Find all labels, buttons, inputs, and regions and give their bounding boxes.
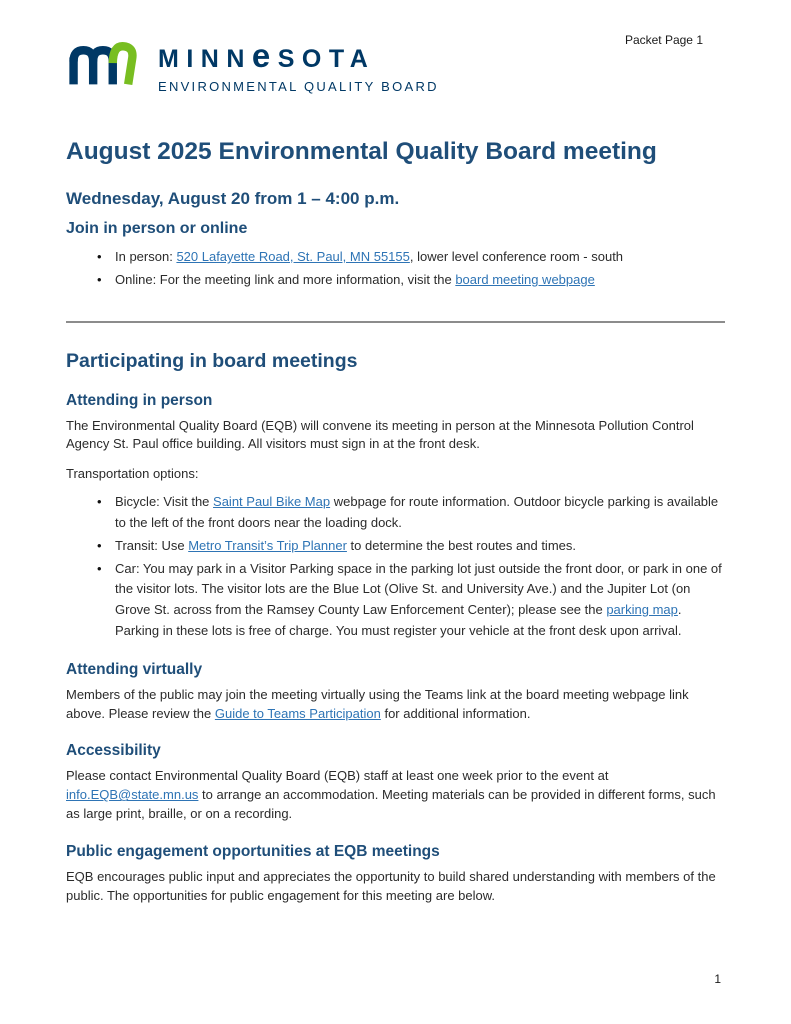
list-item: • Transit: Use Metro Transit’s Trip Planner to determine the best routes and times.	[115, 536, 725, 557]
page-title: August 2025 Environmental Quality Board meeting	[66, 138, 657, 165]
packet-page-label: Packet Page 1	[624, 33, 703, 47]
list-item: • Car: You may park in a Visitor Parking space in the parking lot just outside the front door, or park in one of the visitor lots. The visitor lots are the Blue Lot (Olive St. and University Ave.) and the Jupiter Lot (on Grove St. across from the Ramsey County Law Enforcement Center); please see the parking map. Parking in these lots is free of charge. You must register your vehicle at the front desk upon arrival.	[115, 559, 725, 642]
wordmark-e: e	[251, 37, 278, 74]
board-meeting-webpage-link[interactable]: board meeting webpage	[455, 271, 595, 287]
logo-wordmark	[158, 37, 439, 74]
eqb-email-link[interactable]: info.EQB@state.mn.us	[66, 787, 199, 803]
paragraph: Transportation options:	[66, 466, 199, 482]
paragraph: The Environmental Quality Board (EQB) will convene its meeting in person at the Minnesota Pollution Control Agency St. Paul office building. All visitors must sign in at the front desk.	[66, 417, 694, 452]
address-link[interactable]: 520 Lafayette Road, St. Paul, MN 55155	[176, 249, 410, 264]
wordmark-post: SOTA	[277, 45, 376, 73]
list-item: • In person: 520 Lafayette Road, St. Paul, MN 55155, lower level conference room - south	[115, 247, 725, 268]
list-item: • Online: For the meeting link and more information, visit the board meeting webpage	[115, 270, 725, 291]
paragraph: Please contact Environmental Quality Board (EQB) staff at least one week prior to the event at info.EQB@state.mn.us to arrange an accommodation. Meeting materials can be provided in different forms, such as large print, braille, or on a recording.	[66, 768, 716, 822]
join-options-list	[66, 247, 725, 291]
meeting-datetime: Wednesday, August 20 from 1 – 4:00 p.m.	[66, 189, 400, 208]
wordmark-pre: MINN	[158, 45, 252, 73]
section-divider	[66, 321, 725, 323]
paragraph: Members of the public may join the meeting virtually using the Teams link at the board meeting webpage link above. Please review the Guide to Teams Participation for additional information.	[66, 686, 689, 721]
logo-wordmark-block	[158, 36, 439, 94]
teams-participation-guide-link[interactable]: Guide to Teams Participation	[214, 705, 381, 721]
saint-paul-bike-map-link[interactable]: Saint Paul Bike Map	[213, 494, 331, 510]
parking-map-link[interactable]: parking map	[606, 602, 678, 618]
section-heading-participating: Participating in board meetings	[66, 349, 358, 372]
subheading-public-engagement: Public engagement opportunities at EQB meetings	[66, 842, 440, 860]
join-heading: Join in person or online	[66, 220, 248, 237]
subheading-attending-virtually: Attending virtually	[66, 660, 203, 678]
subheading-attending-in-person: Attending in person	[66, 391, 213, 409]
transportation-options-list	[66, 492, 725, 642]
logo-subtitle: ENVIRONMENTAL QUALITY BOARD	[158, 79, 439, 94]
subheading-accessibility: Accessibility	[66, 742, 161, 760]
mn-logo-icon	[66, 36, 150, 88]
metro-transit-trip-planner-link[interactable]: Metro Transit’s Trip Planner	[188, 537, 347, 553]
list-item: • Bicycle: Visit the Saint Paul Bike Map webpage for route information. Outdoor bicycle parking is available to the left of the front doors near the loading dock.	[115, 492, 725, 534]
page-number: 1	[714, 972, 721, 986]
logo-header	[66, 0, 725, 94]
paragraph: EQB encourages public input and appreciates the opportunity to build shared understanding with members of the public. The opportunities for public engagement for this meeting are below.	[66, 868, 716, 903]
